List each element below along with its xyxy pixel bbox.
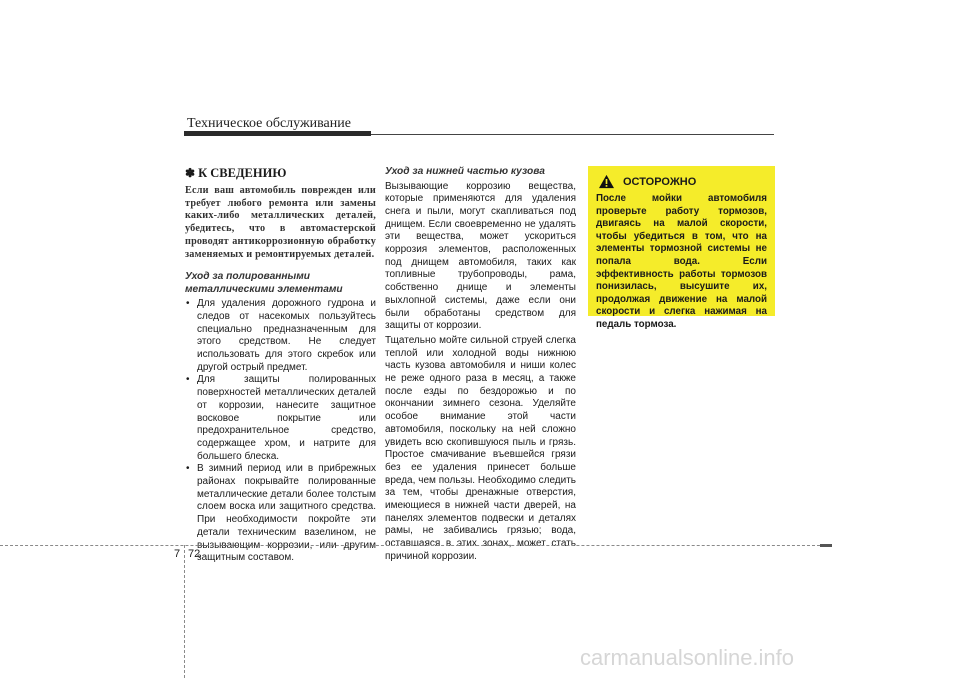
warning-text: После мойки автомобиля проверьте работу тормозов, двигаясь на малой скорости, чтобы убедиться в том, что на элементы тормозной системы не попала вода. Если эффективность работы тормозов понизилась, высушите их, продолжая движение на малой скорости и слегка нажимая на педаль тормоза. [596, 193, 767, 330]
page-number: 72 [188, 548, 201, 560]
polished-metal-list [185, 298, 376, 565]
watermark: carmanualsonline.info [580, 645, 795, 670]
header-rule-thick [184, 131, 371, 136]
underbody-paragraph: Тщательно мойте сильной струей слегка теплой или холодной воды нижнюю часть кузова автомобиля и ниши колес не реже одного раза в месяц, а также после езды по бездорожью и по окончании зимнего сезона. Уделяйте особое внимание этой части автомобиля, поскольку на ней сложно увидеть всю скопившуюся пыль и грязь. Простое смачивание въевшейся грязи без ее удаления принесет больше вреда, чем пользы. Необходимо следить за тем, чтобы дренажные отверстия, имеющиеся в нижней части дверей, на панелях элементов подвески и деталях рамы, не забивались грязью; вода, оставшаяся в этих зонах, может стать причиной коррозии. [385, 334, 576, 562]
column-left [185, 166, 376, 565]
note-heading-text: К СВЕДЕНИЮ [198, 166, 287, 180]
section-title: Техническое обслуживание [187, 116, 351, 131]
underbody-heading: Уход за нижней частью кузова [385, 166, 545, 177]
footer-vertical-rule [184, 545, 185, 678]
warning-triangle-icon [598, 174, 615, 189]
list-item: • Для удаления дорожного гудрона и следов от насекомых пользуйтесь специально предназначенным для этого средством. Не следует использовать для этого скребок или другой острый предмет. [185, 298, 376, 374]
warning-box [588, 166, 775, 330]
footer-rule [0, 545, 820, 546]
note-heading [185, 166, 376, 181]
list-item: • Для защиты полированных поверхностей металлических деталей от коррозии, нанесите защитное восковое покрытие или предохранительное средство, содержащее хром, и натрите для большего блеска. [185, 374, 376, 463]
underbody-paragraph: Вызывающие коррозию вещества, которые применяются для удаления снега и пыли, могут скапливаться под днищем. Если своевременно не удалять эти вещества, может ускориться коррозия элементов, расположенных под днищем автомобиля, таких как топливные трубопроводы, рама, собственно днище и элементы выхлопной системы, даже если они были обработаны средством для защиты от коррозии. [385, 180, 576, 332]
polished-metal-heading: Уход за полированными металлическими элементами [185, 271, 343, 295]
note-text: Если ваш автомобиль поврежден или требует любого ремонта или замены каких-либо металлических деталей, убедитесь, что в автомастерской проводят антикоррозионную обработку заменяемых и ремонтируемых деталей. [185, 185, 376, 260]
warning-title: ОСТОРОЖНО [623, 175, 697, 188]
header-rule-thin [371, 134, 774, 135]
footer-rule-end [820, 544, 832, 547]
warning-header [596, 174, 767, 189]
column-middle [385, 166, 576, 566]
note-star-icon: ✽ [185, 166, 196, 180]
chapter-number: 7 [174, 548, 181, 560]
list-item: • В зимний период или в прибрежных районах покрывайте полированные металлические детали более толстым слоем воска или защитного средства. При необходимости покройте эти детали техническим вазелином, не вызывающим коррозии, или другим защитным составом. [185, 463, 376, 565]
